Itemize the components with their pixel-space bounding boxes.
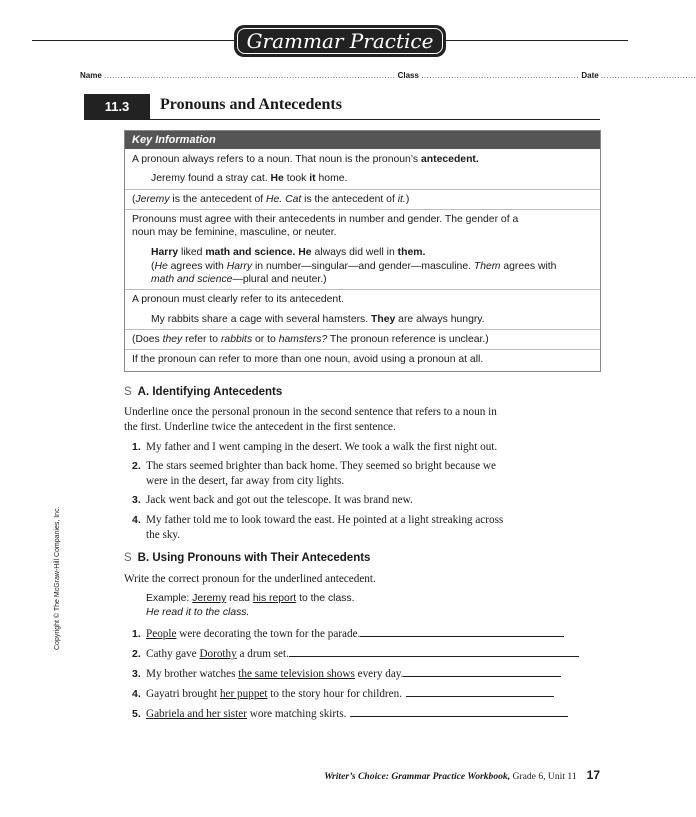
item-text: The stars seemed brighter than back home. They seemed so bright because we	[146, 460, 496, 472]
text: liked	[178, 247, 206, 258]
key-separator	[125, 289, 600, 290]
text: every day.	[354, 668, 404, 680]
text: )	[405, 194, 410, 205]
text: Harry	[151, 247, 179, 258]
answer-blank[interactable]	[360, 625, 564, 637]
key-explanation-2b	[151, 273, 591, 286]
book-title: Writer’s Choice: Grammar Practice Workbook,	[324, 771, 511, 782]
exercise-b-item-4	[132, 685, 592, 702]
text: math and science.	[205, 247, 296, 258]
text: home.	[315, 173, 348, 184]
exercise-b-item-5	[132, 705, 592, 722]
item-number: 2.	[132, 460, 141, 472]
section-a-heading	[124, 386, 282, 398]
text: agrees with	[500, 261, 557, 272]
underlined-antecedent: the same television shows	[238, 668, 355, 680]
lesson-title: Pronouns and Antecedents	[160, 96, 342, 113]
key-separator	[125, 329, 600, 330]
text: agrees with	[167, 261, 227, 272]
text: to the class.	[296, 593, 355, 604]
exercise-a-item-1	[132, 440, 592, 455]
key-information-box	[124, 130, 601, 372]
exercise-b-item-2	[132, 645, 592, 662]
name-field[interactable]: ...........................................................................................................	[104, 71, 396, 80]
name-label: Name	[80, 71, 102, 80]
grade-unit: Grade 6, Unit 11	[510, 771, 577, 782]
item-text-continued: were in the desert, far away from city lights.	[146, 475, 345, 487]
key-line-5: noun may be feminine, masculine, or neuter.	[132, 227, 337, 238]
lesson-header	[84, 94, 600, 120]
item-number: 4.	[132, 514, 141, 526]
key-separator	[125, 189, 600, 190]
text: My brother watches	[146, 668, 239, 680]
text: wore matching skirts.	[246, 708, 347, 720]
text: Cathy gave	[146, 648, 200, 660]
section-marker: S	[124, 552, 132, 564]
text: He. Cat	[266, 194, 302, 205]
page-number: 17	[586, 768, 600, 782]
example-answer: He read it to the class.	[146, 607, 250, 618]
banner-inner-border	[237, 28, 443, 54]
key-explanation-2a	[151, 260, 591, 273]
text: read	[226, 593, 253, 604]
text: He	[154, 261, 168, 272]
text: are always hungry.	[395, 314, 485, 325]
text: He	[270, 173, 284, 184]
section-marker: S	[124, 386, 132, 398]
text: Jeremy found a stray cat.	[151, 173, 271, 184]
item-text: My father and I went camping in the desert. We took a walk the first night out.	[146, 441, 498, 453]
lesson-rule	[84, 119, 600, 120]
item-number: 4.	[132, 688, 141, 700]
item-number: 3.	[132, 494, 141, 506]
key-line-11	[132, 333, 594, 346]
text: Them	[473, 261, 501, 272]
text: his report	[252, 593, 297, 604]
text: math and science	[151, 274, 233, 285]
text: Jeremy	[135, 194, 170, 205]
exercise-b-item-1	[132, 625, 592, 642]
item-text-continued: the sky.	[146, 529, 181, 541]
text: in number—singular—and gender—masculine.	[252, 261, 474, 272]
name-class-date-row	[80, 71, 696, 80]
text: it.	[397, 194, 406, 205]
copyright-notice: Copyright © The McGraw-Hill Companies, Inc.	[54, 506, 61, 650]
item-number: 1.	[132, 441, 141, 453]
answer-blank[interactable]	[350, 705, 568, 717]
section-a-instructions-1: Underline once the personal pronoun in the second sentence that refers to a noun in	[124, 406, 497, 418]
grammar-practice-banner	[234, 25, 446, 57]
answer-blank[interactable]	[403, 665, 561, 677]
item-text: Jack went back and got out the telescope. It was brand new.	[146, 494, 413, 506]
text: Harry	[226, 261, 253, 272]
text: (	[151, 261, 155, 272]
text: or to	[252, 334, 279, 345]
section-a-title: A. Identifying Antecedents	[137, 386, 283, 398]
item-number: 2.	[132, 648, 141, 660]
key-information-heading: Key Information	[125, 131, 600, 149]
key-line-1	[132, 153, 594, 166]
key-line-4: Pronouns must agree with their antecedents in number and gender. The gender of a	[132, 214, 519, 225]
text: rabbits	[220, 334, 253, 345]
text: My rabbits share a cage with several hamsters.	[151, 314, 372, 325]
text: (	[132, 194, 136, 205]
text: refer to	[182, 334, 221, 345]
key-separator	[125, 209, 600, 210]
text: —plural and neuter.)	[232, 274, 327, 285]
text: hamsters?	[278, 334, 328, 345]
key-separator	[125, 349, 600, 350]
text: Example:	[146, 593, 193, 604]
text: is the antecedent of	[169, 194, 267, 205]
section-b-instructions: Write the correct pronoun for the underlined antecedent.	[124, 573, 376, 585]
item-text: My father told me to look toward the east. He pointed at a light streaking across	[146, 514, 504, 526]
key-example-1	[151, 172, 591, 185]
answer-blank[interactable]	[406, 685, 554, 697]
text: is the antecedent of	[301, 194, 398, 205]
text: them.	[397, 247, 426, 258]
exercise-a-item-2	[132, 459, 592, 489]
key-line-3	[132, 193, 594, 206]
text: were decorating the town for the parade.	[176, 628, 361, 640]
key-example-2	[151, 246, 591, 259]
text: He	[298, 247, 312, 258]
exercise-a-item-4	[132, 513, 592, 543]
item-number: 1.	[132, 628, 141, 640]
example-sentence	[146, 592, 355, 606]
text: they	[162, 334, 183, 345]
text: (Does	[132, 334, 163, 345]
underlined-antecedent: Gabriela and her sister	[146, 708, 247, 720]
class-field[interactable]: ..........................................................	[421, 71, 580, 80]
section-a-instructions-2: the first. Underline twice the antecedent in the first sentence.	[124, 421, 396, 433]
text: a drum set.	[236, 648, 289, 660]
key-line-9: A pronoun must clearly refer to its antecedent.	[132, 294, 344, 305]
section-b-heading	[124, 552, 370, 564]
banner-title: Grammar Practice	[246, 29, 434, 53]
section-b-title: B. Using Pronouns with Their Antecedents	[137, 552, 371, 564]
class-label: Class	[397, 71, 419, 80]
text: Gayatri brought	[146, 688, 220, 700]
text: to the story hour for children.	[267, 688, 403, 700]
item-number: 3.	[132, 668, 141, 680]
text: The pronoun reference is unclear.)	[327, 334, 489, 345]
page-footer	[310, 768, 600, 782]
key-line-12: If the pronoun can refer to more than one noun, avoid using a pronoun at all.	[132, 354, 484, 365]
item-number: 5.	[132, 708, 141, 720]
key-example-3	[151, 313, 591, 326]
text: Jeremy	[192, 593, 227, 604]
exercise-b-item-3	[132, 665, 592, 682]
exercise-a-item-3	[132, 493, 592, 508]
text: took	[283, 173, 310, 184]
date-label: Date	[581, 71, 599, 80]
underlined-antecedent: her puppet	[219, 688, 268, 700]
underlined-antecedent: Dorothy	[199, 648, 237, 660]
text: They	[371, 314, 396, 325]
term-antecedent: antecedent.	[421, 154, 479, 165]
lesson-number: 11.3	[84, 94, 150, 120]
date-field[interactable]: ...................................	[600, 71, 696, 80]
text: always did well in	[311, 247, 398, 258]
answer-blank[interactable]	[289, 645, 579, 657]
underlined-antecedent: People	[146, 628, 177, 640]
text: A pronoun always refers to a noun. That noun is the pronoun’s	[132, 154, 422, 165]
text: it	[309, 173, 316, 184]
